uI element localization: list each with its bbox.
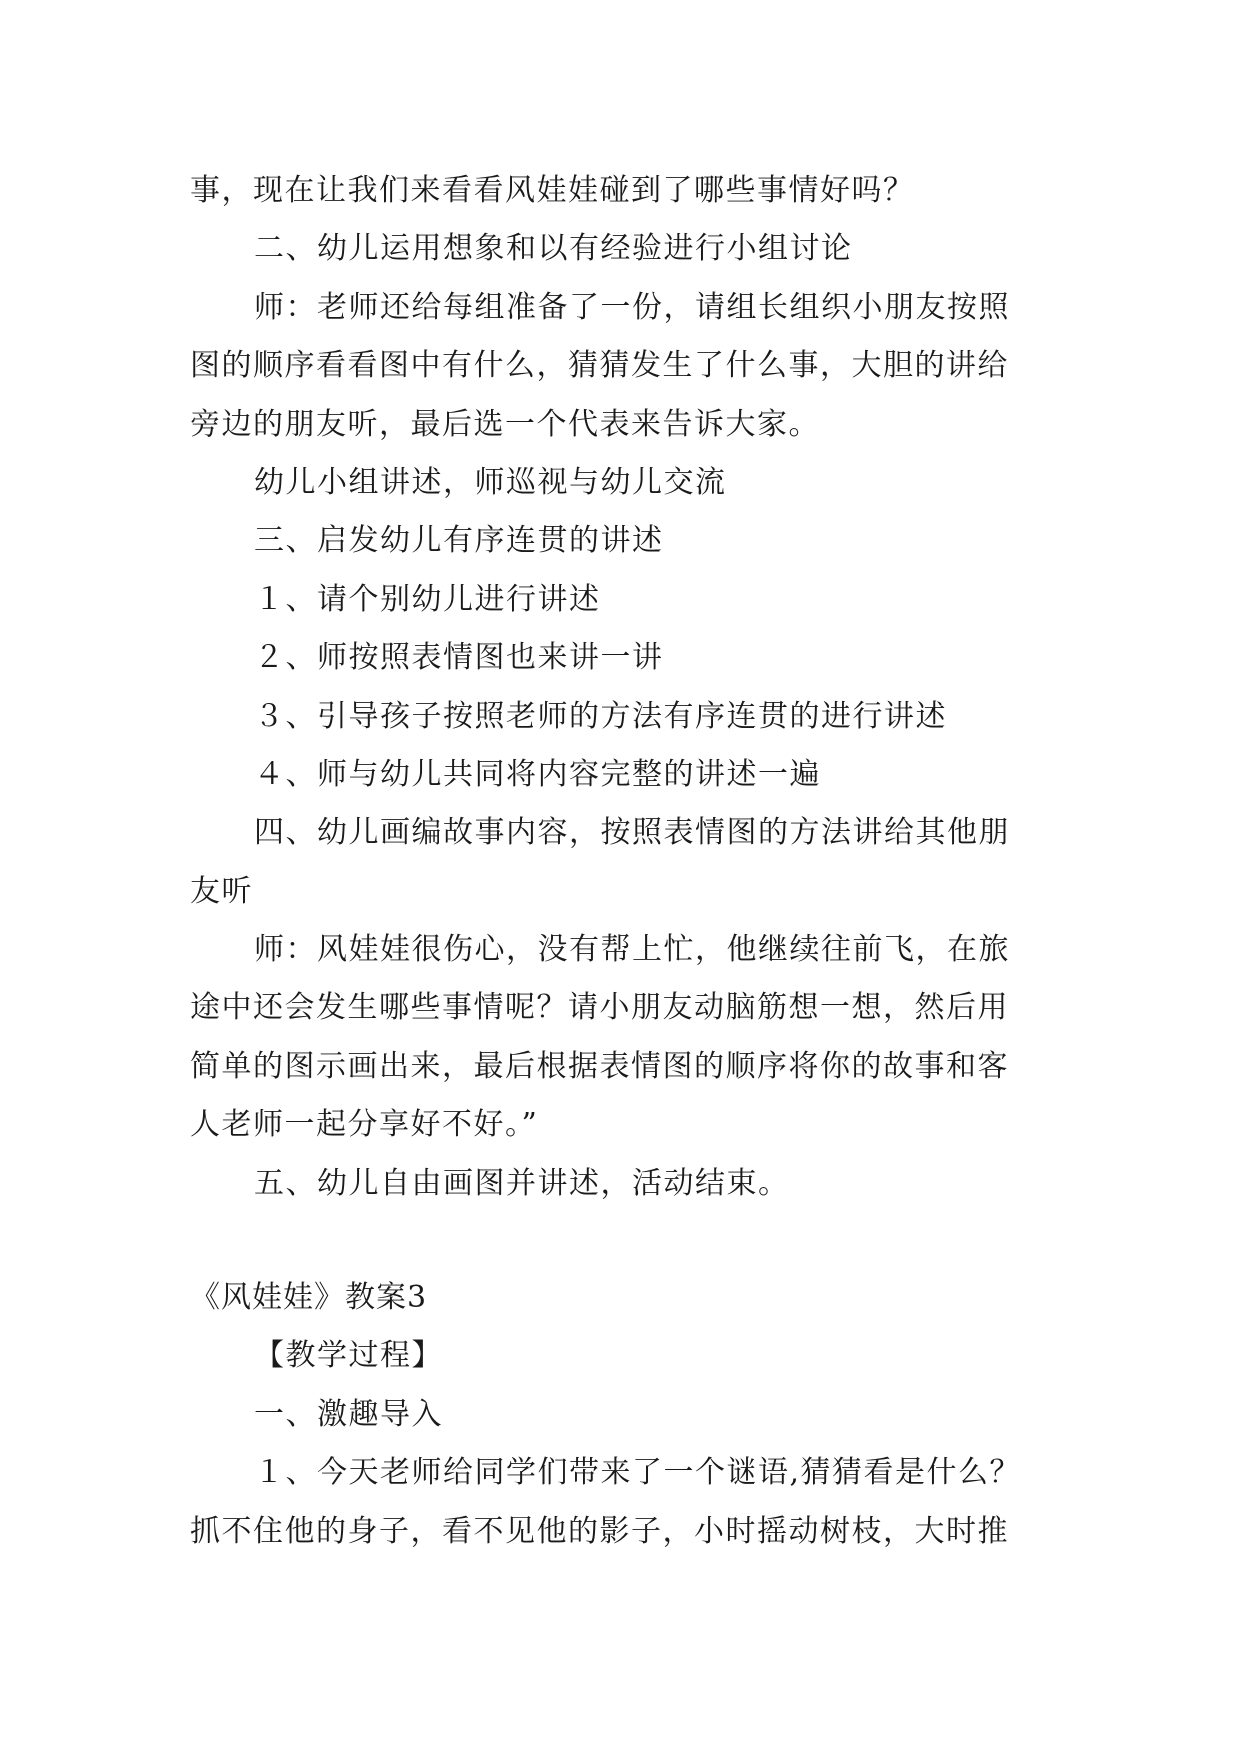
section-heading: 一、激趣导入 <box>254 1396 443 1432</box>
paragraph-line: 事，现在让我们来看看风娃娃碰到了哪些事情好吗？ <box>190 173 915 208</box>
paragraph-line: 途中还会发生哪些事情呢？请小朋友动脑筋想一想，然后用 <box>190 990 1009 1026</box>
document-body <box>190 162 1050 1561</box>
paragraph-line: 幼儿小组讲述，师巡视与幼儿交流 <box>254 464 727 500</box>
paragraph-line: 友听 <box>190 873 253 909</box>
section-heading: 五、幼儿自由画图并讲述，活动结束。 <box>254 1165 790 1201</box>
list-item: １、请个别幼儿进行讲述 <box>254 581 601 617</box>
section-heading: 三、启发幼儿有序连贯的讲述 <box>254 523 664 559</box>
list-item: ４、师与幼儿共同将内容完整的讲述一遍 <box>254 756 821 792</box>
paragraph-line: 旁边的朋友听，最后选一个代表来告诉大家。 <box>190 406 820 442</box>
paragraph-line: 人老师一起分享好不好。” <box>190 1107 539 1143</box>
paragraph-line: 师：风娃娃很伤心，没有帮上忙，他继续往前飞，在旅 <box>254 932 1010 968</box>
section-gap <box>190 1213 1050 1269</box>
section-heading: 二、幼儿运用想象和以有经验进行小组讨论 <box>254 231 853 267</box>
section-heading: 四、幼儿画编故事内容，按照表情图的方法讲给其他朋 <box>254 815 1010 851</box>
paragraph-line: 简单的图示画出来，最后根据表情图的顺序将你的故事和客 <box>190 1048 1009 1084</box>
list-item: ２、师按照表情图也来讲一讲 <box>254 640 664 676</box>
list-item: ３、引导孩子按照老师的方法有序连贯的进行讲述 <box>254 698 947 734</box>
section-heading: 【教学过程】 <box>254 1338 443 1374</box>
paragraph-line: 抓不住他的身子，看不见他的影子，小时摇动树枝，大时推 <box>190 1513 1009 1549</box>
list-item: １、今天老师给同学们带来了一个谜语,猜猜看是什么？ <box>254 1455 1022 1491</box>
paragraph-line: 师：老师还给每组准备了一份，请组长组织小朋友按照 <box>254 289 1010 325</box>
document-title: 《风娃娃》教案3 <box>190 1280 428 1316</box>
paragraph-line: 图的顺序看看图中有什么，猜猜发生了什么事，大胆的讲给 <box>190 348 1009 384</box>
